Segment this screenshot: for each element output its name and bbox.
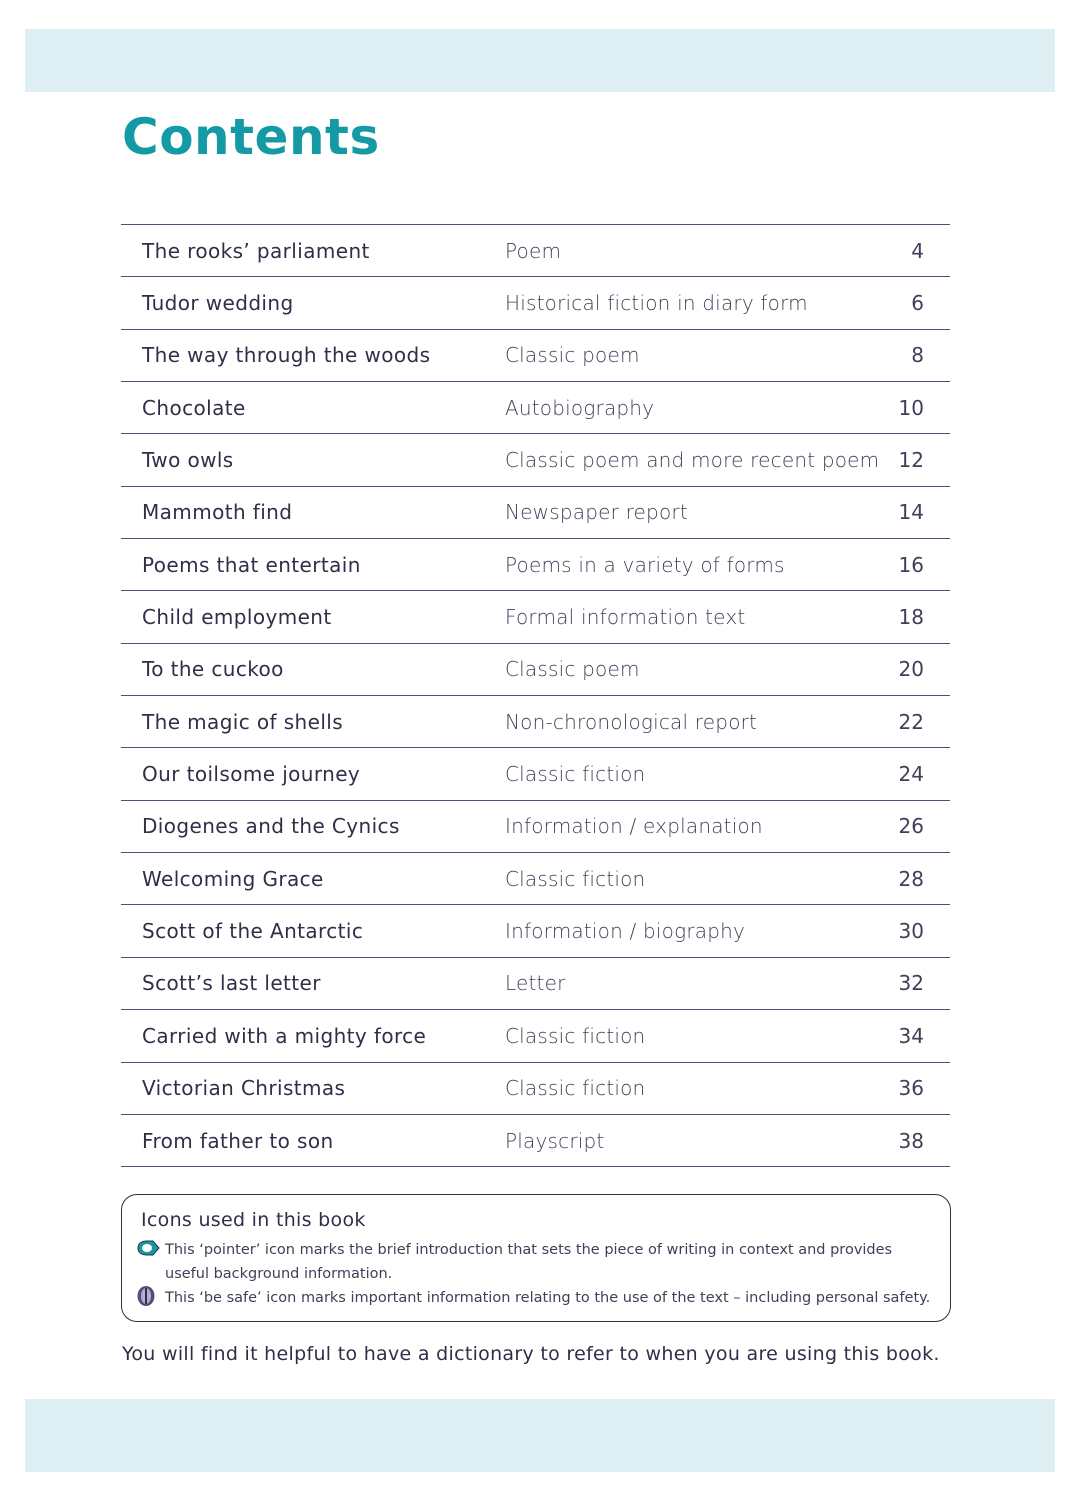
toc-entry-genre: Classic fiction [505,1023,646,1048]
toc-entry-page-number: 38 [898,1128,924,1153]
toc-entry-title: Welcoming Grace [142,866,324,891]
toc-entry-genre: Poem [505,238,562,263]
toc-entry-page-number: 24 [898,762,924,787]
toc-entry-title: Carried with a mighty force [142,1023,427,1048]
toc-row [121,277,950,329]
toc-entry-page-number: 6 [911,291,924,316]
toc-row [121,382,950,434]
toc-entry-title: Tudor wedding [142,291,294,316]
toc-row [121,330,950,382]
bottom-band [25,1399,1055,1472]
toc-entry-title: Chocolate [142,395,246,420]
dictionary-note: You will find it helpful to have a dictionary to refer to when you are using this book. [122,1343,940,1365]
toc-entry-page-number: 20 [898,657,924,682]
toc-entry-title: From father to son [142,1128,334,1153]
toc-entry-genre: Classic poem [505,657,640,682]
toc-entry-page-number: 4 [911,238,924,263]
toc-row [121,748,950,800]
toc-entry-page-number: 34 [898,1023,924,1048]
toc-entry-genre: Information / explanation [505,814,763,839]
toc-entry-genre: Historical fiction in diary form [505,291,808,316]
toc-row [121,696,950,748]
toc-row [121,801,950,853]
toc-entry-page-number: 26 [898,814,924,839]
page-title: Contents [122,108,380,166]
toc-entry-title: Diogenes and the Cynics [142,814,400,839]
toc-entry-genre: Formal information text [505,605,746,630]
toc-entry-genre: Newspaper report [505,500,688,525]
pointer-icon [136,1240,160,1260]
toc-row [121,905,950,957]
toc-entry-title: Victorian Christmas [142,1076,346,1101]
toc-entry-title: Child employment [142,605,332,630]
top-band [25,29,1055,92]
be-safe-icon-description: This ‘be safe’ icon marks important information relating to the use of the text – including personal safety. [165,1290,931,1306]
toc-row [121,1115,950,1167]
toc-row [121,644,950,696]
toc-entry-title: Poems that entertain [142,552,361,577]
toc-entry-genre: Playscript [505,1128,605,1153]
toc-entry-page-number: 28 [898,866,924,891]
toc-row [121,539,950,591]
toc-entry-title: The magic of shells [142,709,344,734]
toc-entry-page-number: 30 [898,919,924,944]
toc-entry-page-number: 14 [898,500,924,525]
toc-entry-genre: Autobiography [505,395,655,420]
toc-entry-page-number: 8 [911,343,924,368]
toc-entry-genre: Non-chronological report [505,709,758,734]
toc-row [121,1063,950,1115]
toc-entry-genre: Classic fiction [505,1076,646,1101]
toc-entry-page-number: 12 [898,448,924,473]
toc-entry-genre: Classic poem [505,343,640,368]
toc-entry-genre: Poems in a variety of forms [505,552,785,577]
toc-row [121,958,950,1010]
toc-entry-page-number: 32 [898,971,924,996]
toc-entry-page-number: 22 [898,709,924,734]
toc-row [121,434,950,486]
toc-entry-genre: Classic poem and more recent poem [505,448,880,473]
toc-entry-genre: Classic fiction [505,866,646,891]
toc-entry-title: To the cuckoo [142,657,284,682]
toc-entry-page-number: 10 [898,395,924,420]
toc-entry-page-number: 18 [898,605,924,630]
pointer-icon-description: This ‘pointer’ icon marks the brief introduction that sets the piece of writing in context and provides useful background information. [165,1242,893,1282]
contents-table [121,224,950,1167]
icons-legend-heading: Icons used in this book [141,1209,366,1231]
toc-entry-title: The way through the woods [142,343,431,368]
toc-row [121,225,950,277]
icons-legend-box [121,1194,951,1322]
toc-row [121,591,950,643]
toc-entry-title: The rooks’ parliament [142,238,370,263]
toc-entry-genre: Information / biography [505,919,746,944]
be-safe-icon [136,1285,156,1311]
toc-row [121,487,950,539]
toc-entry-genre: Letter [505,971,566,996]
toc-entry-page-number: 16 [898,552,924,577]
toc-entry-title: Scott of the Antarctic [142,919,364,944]
toc-row [121,853,950,905]
toc-entry-page-number: 36 [898,1076,924,1101]
toc-entry-title: Our toilsome journey [142,762,361,787]
toc-entry-title: Two owls [142,448,234,473]
toc-entry-genre: Classic fiction [505,762,646,787]
toc-entry-title: Scott’s last letter [142,971,321,996]
toc-row [121,1010,950,1062]
toc-entry-title: Mammoth find [142,500,293,525]
